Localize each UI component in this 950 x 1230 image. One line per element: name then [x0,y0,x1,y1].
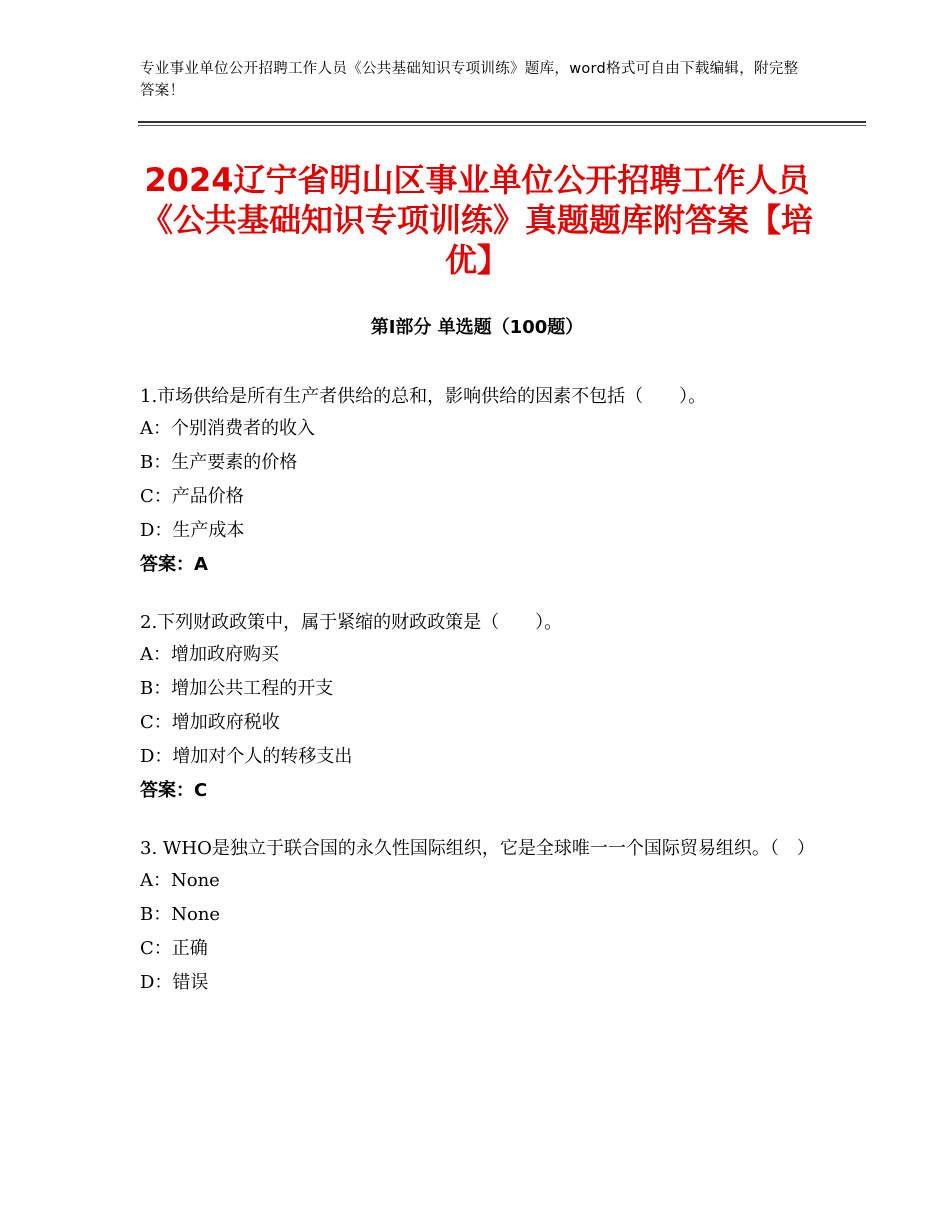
header-divider-thin [138,125,866,126]
option-d: D：生产成本 [140,520,245,541]
section-title: 第Ⅰ部分 单选题（100题） [370,317,584,338]
question-stem: 1.市场供给是所有生产者供给的总和，影响供给的因素不包括（ ）。 [140,386,707,407]
option-b: B：增加公共工程的开支 [140,678,334,699]
option-a: A：None [140,870,220,891]
document-title: 2024辽宁省明山区事业单位公开招聘工作人员《公共基础知识专项训练》真题题库附答案【培优】 [140,161,813,279]
question-3 [140,834,815,1000]
option-c: C：产品价格 [140,486,244,507]
answer-line: 答案：C [140,780,208,801]
answer-line: 答案：A [140,554,208,575]
question-1 [140,382,810,582]
option-c: C：增加政府税收 [140,712,280,733]
option-a: A：个别消费者的收入 [140,418,315,439]
question-list [140,382,815,1026]
option-c: C：正确 [140,938,208,959]
header-divider-thick [138,121,866,123]
option-b: B：None [140,904,221,925]
option-a: A：增加政府购买 [140,644,279,665]
option-d: D：增加对个人的转移支出 [140,746,353,767]
question-2 [140,608,810,808]
option-b: B：生产要素的价格 [140,452,298,473]
question-stem: 2.下列财政政策中，属于紧缩的财政政策是（ ）。 [140,612,563,633]
option-d: D：错误 [140,972,209,993]
header-note: 专业事业单位公开招聘工作人员《公共基础知识专项训练》题库，word格式可自由下载编辑，附完整答案！ [140,61,799,99]
question-stem: 3. WHO是独立于联合国的永久性国际组织，它是全球唯一一个国际贸易组织。（ ） [140,838,815,859]
